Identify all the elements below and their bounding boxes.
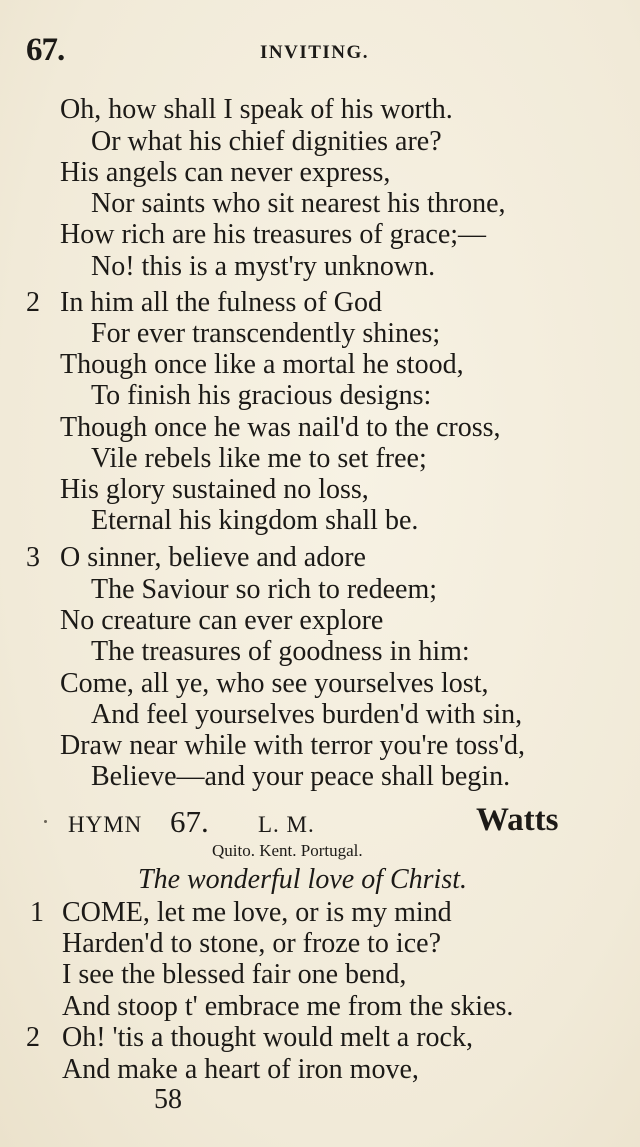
verse-line: The treasures of goodness in him: xyxy=(91,636,470,667)
hymn-label: HYMN xyxy=(68,812,143,837)
verse-line: For ever transcendently shines; xyxy=(91,318,441,349)
verse-line: I see the blessed fair one bend, xyxy=(62,959,407,990)
page-header xyxy=(0,30,640,70)
verse-line: His glory sustained no loss, xyxy=(60,474,369,505)
verse-line: To finish his gracious designs: xyxy=(91,380,432,411)
verse-line: Though once he was nail'd to the cross, xyxy=(60,412,501,443)
verse-line: And make a heart of iron move, xyxy=(62,1054,419,1085)
hymn-number: 67. xyxy=(170,804,209,839)
hymn-author: Watts xyxy=(476,802,559,838)
stanza-number: 1 xyxy=(30,897,44,928)
hymn-subject: The wonderful love of Christ. xyxy=(138,864,467,895)
verse-line: Draw near while with terror you're toss'd, xyxy=(60,730,525,761)
signature-mark: 58 xyxy=(154,1084,182,1115)
stanza-number: 3 xyxy=(26,542,40,573)
verse-line: Believe—and your peace shall begin. xyxy=(91,761,511,792)
verse-line: Vile rebels like me to set free; xyxy=(91,443,427,474)
verse-line: No creature can ever explore xyxy=(60,605,384,636)
verse-line: O sinner, believe and adore xyxy=(60,542,366,573)
running-title: INVITING. xyxy=(260,42,370,63)
verse-line: His angels can never express, xyxy=(60,157,391,188)
verse-line: Oh, how shall I speak of his worth. xyxy=(60,94,453,125)
verse-line: No! this is a myst'ry unknown. xyxy=(91,251,436,282)
verse-line: How rich are his treasures of grace;— xyxy=(60,219,487,250)
tune-names: Quito. Kent. Portugal. xyxy=(212,841,363,860)
verse-line: COME, let me love, or is my mind xyxy=(62,897,452,928)
verse-line: Though once like a mortal he stood, xyxy=(60,349,464,380)
hymn-heading xyxy=(0,804,640,844)
verse-line: In him all the fulness of God xyxy=(60,287,382,318)
verse-line: The Saviour so rich to redeem; xyxy=(91,574,438,605)
verse-line: And stoop t' embrace me from the skies. xyxy=(62,991,514,1022)
verse-line: Nor saints who sit nearest his throne, xyxy=(91,188,506,219)
stanza-number: 2 xyxy=(26,1022,40,1053)
page-number: 67. xyxy=(26,32,65,68)
verse-line: Eternal his kingdom shall be. xyxy=(91,505,419,536)
verse-line: Oh! 'tis a thought would melt a rock, xyxy=(62,1022,473,1053)
hymn-meter: L. M. xyxy=(258,812,315,837)
stanza-number: 2 xyxy=(26,287,40,318)
verse-line: And feel yourselves burden'd with sin, xyxy=(91,699,523,730)
verse-line: Come, all ye, who see yourselves lost, xyxy=(60,668,489,699)
verse-line: Harden'd to stone, or froze to ice? xyxy=(62,928,441,959)
verse-line: Or what his chief dignities are? xyxy=(91,126,442,157)
